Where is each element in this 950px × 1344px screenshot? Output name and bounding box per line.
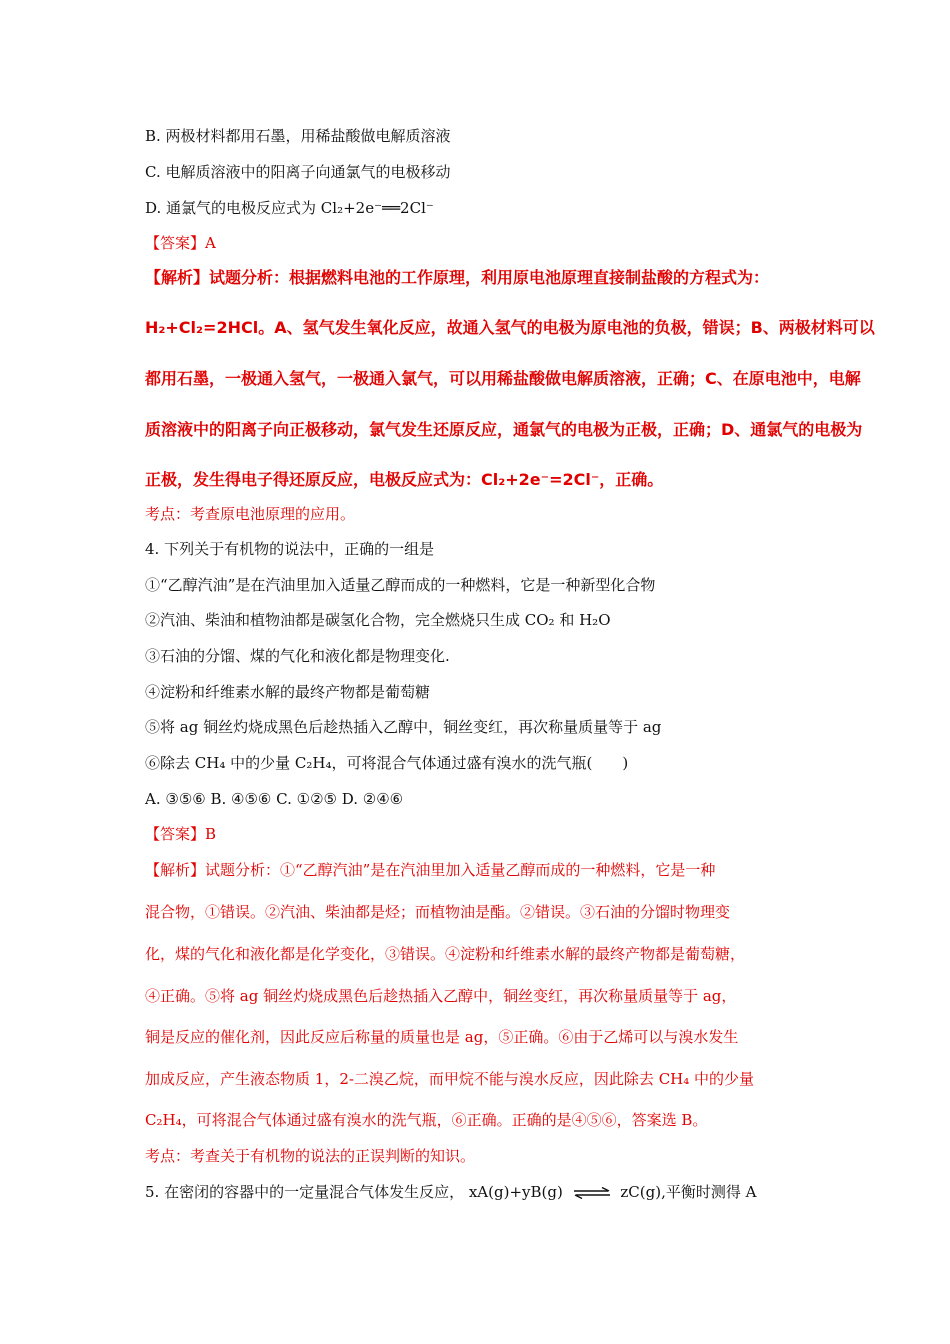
q4-item-2: ②汽油、柴油和植物油都是碳氢化合物，完全燃烧只生成 CO₂ 和 H₂O — [145, 611, 611, 629]
q5-stem-right: zC(g),平衡时测得 A — [620, 1183, 757, 1201]
q4-answer: 【答案】B — [145, 825, 217, 843]
q4-item-4: ④淀粉和纤维素水解的最终产物都是葡萄糖 — [145, 683, 431, 701]
q4-analysis-line-4: ④正确。⑤将 ag 铜丝灼烧成黑色后趁热插入乙醇中，铜丝变红，再次称量质量等于 ag， — [145, 987, 737, 1005]
q4-item-5: ⑤将 ag 铜丝灼烧成黑色后趁热插入乙醇中，铜丝变红，再次称量质量等于 ag — [145, 718, 662, 736]
q3-analysis-line-1: 【解析】试题分析：根据燃料电池的工作原理，利用原电池原理直接制盐酸的方程式为： — [145, 268, 770, 287]
q3-analysis-line-5: 正极，发生得电子得还原反应，电极反应式为：Cl₂+2e⁻=2Cl⁻，正确。 — [145, 470, 664, 489]
q3-option-b: B. 两极材料都用石墨，用稀盐酸做电解质溶液 — [145, 127, 451, 145]
q5-stem-left: 5. 在密闭的容器中的一定量混合气体发生反应， xA(g)+yB(g) — [145, 1183, 563, 1201]
q4-item-6: ⑥除去 CH₄ 中的少量 C₂H₄，可将混合气体通过盛有溴水的洗气瓶( ) — [145, 754, 629, 772]
q4-analysis-line-2: 混合物，①错误。②汽油、柴油都是烃；而植物油是酯。②错误。③石油的分馏时物理变 — [145, 903, 731, 921]
q4-analysis-line-3: 化，煤的气化和液化都是化学变化，③错误。④淀粉和纤维素水解的最终产物都是葡萄糖， — [145, 945, 746, 963]
q4-analysis-line-6: 加成反应，产生液态物质 1，2-二溴乙烷，而甲烷不能与溴水反应，因此除去 CH₄ 中的少量 — [145, 1070, 755, 1088]
q3-option-d: D. 通氯气的电极反应式为 Cl₂+2e⁻══2Cl⁻ — [145, 199, 434, 217]
q4-analysis-line-5: 铜是反应的催化剂，因此反应后称量的质量也是 ag，⑤正确。⑥由于乙烯可以与溴水发生 — [145, 1028, 739, 1046]
equilibrium-arrow-icon — [572, 1187, 612, 1199]
q3-analysis-line-3: 都用石墨，一极通入氢气，一极通入氯气，可以用稀盐酸做电解质溶液，正确；C、在原电池中，电解 — [145, 369, 861, 388]
q4-stem: 4. 下列关于有机物的说法中，正确的一组是 — [145, 540, 435, 558]
q5-stem — [145, 1183, 756, 1201]
q3-analysis-line-2: H₂+Cl₂=2HCl。A、氢气发生氧化反应，故通入氢气的电极为原电池的负极，错误；B、两极材料可以 — [145, 318, 875, 337]
q4-options: A. ③⑤⑥ B. ④⑤⑥ C. ①②⑤ D. ②④⑥ — [145, 790, 404, 808]
q3-option-c: C. 电解质溶液中的阳离子向通氯气的电极移动 — [145, 163, 451, 181]
q3-analysis-line-4: 质溶液中的阳离子向正极移动，氯气发生还原反应，通氯气的电极为正极，正确；D、通氯气的电极为 — [145, 420, 863, 439]
q4-kaodian: 考点：考查关于有机物的说法的正误判断的知识。 — [145, 1147, 476, 1165]
q4-analysis-line-1: 【解析】试题分析：①“乙醇汽油”是在汽油里加入适量乙醇而成的一种燃料，它是一种 — [145, 861, 716, 879]
q4-analysis-line-7: C₂H₄，可将混合气体通过盛有溴水的洗气瓶，⑥正确。正确的是④⑤⑥，答案选 B。 — [145, 1111, 708, 1129]
q4-item-3: ③石油的分馏、煤的气化和液化都是物理变化. — [145, 647, 450, 665]
q4-item-1: ①“乙醇汽油”是在汽油里加入适量乙醇而成的一种燃料，它是一种新型化合物 — [145, 576, 656, 594]
q3-kaodian: 考点：考查原电池原理的应用。 — [145, 505, 356, 523]
q3-answer: 【答案】A — [145, 234, 216, 252]
